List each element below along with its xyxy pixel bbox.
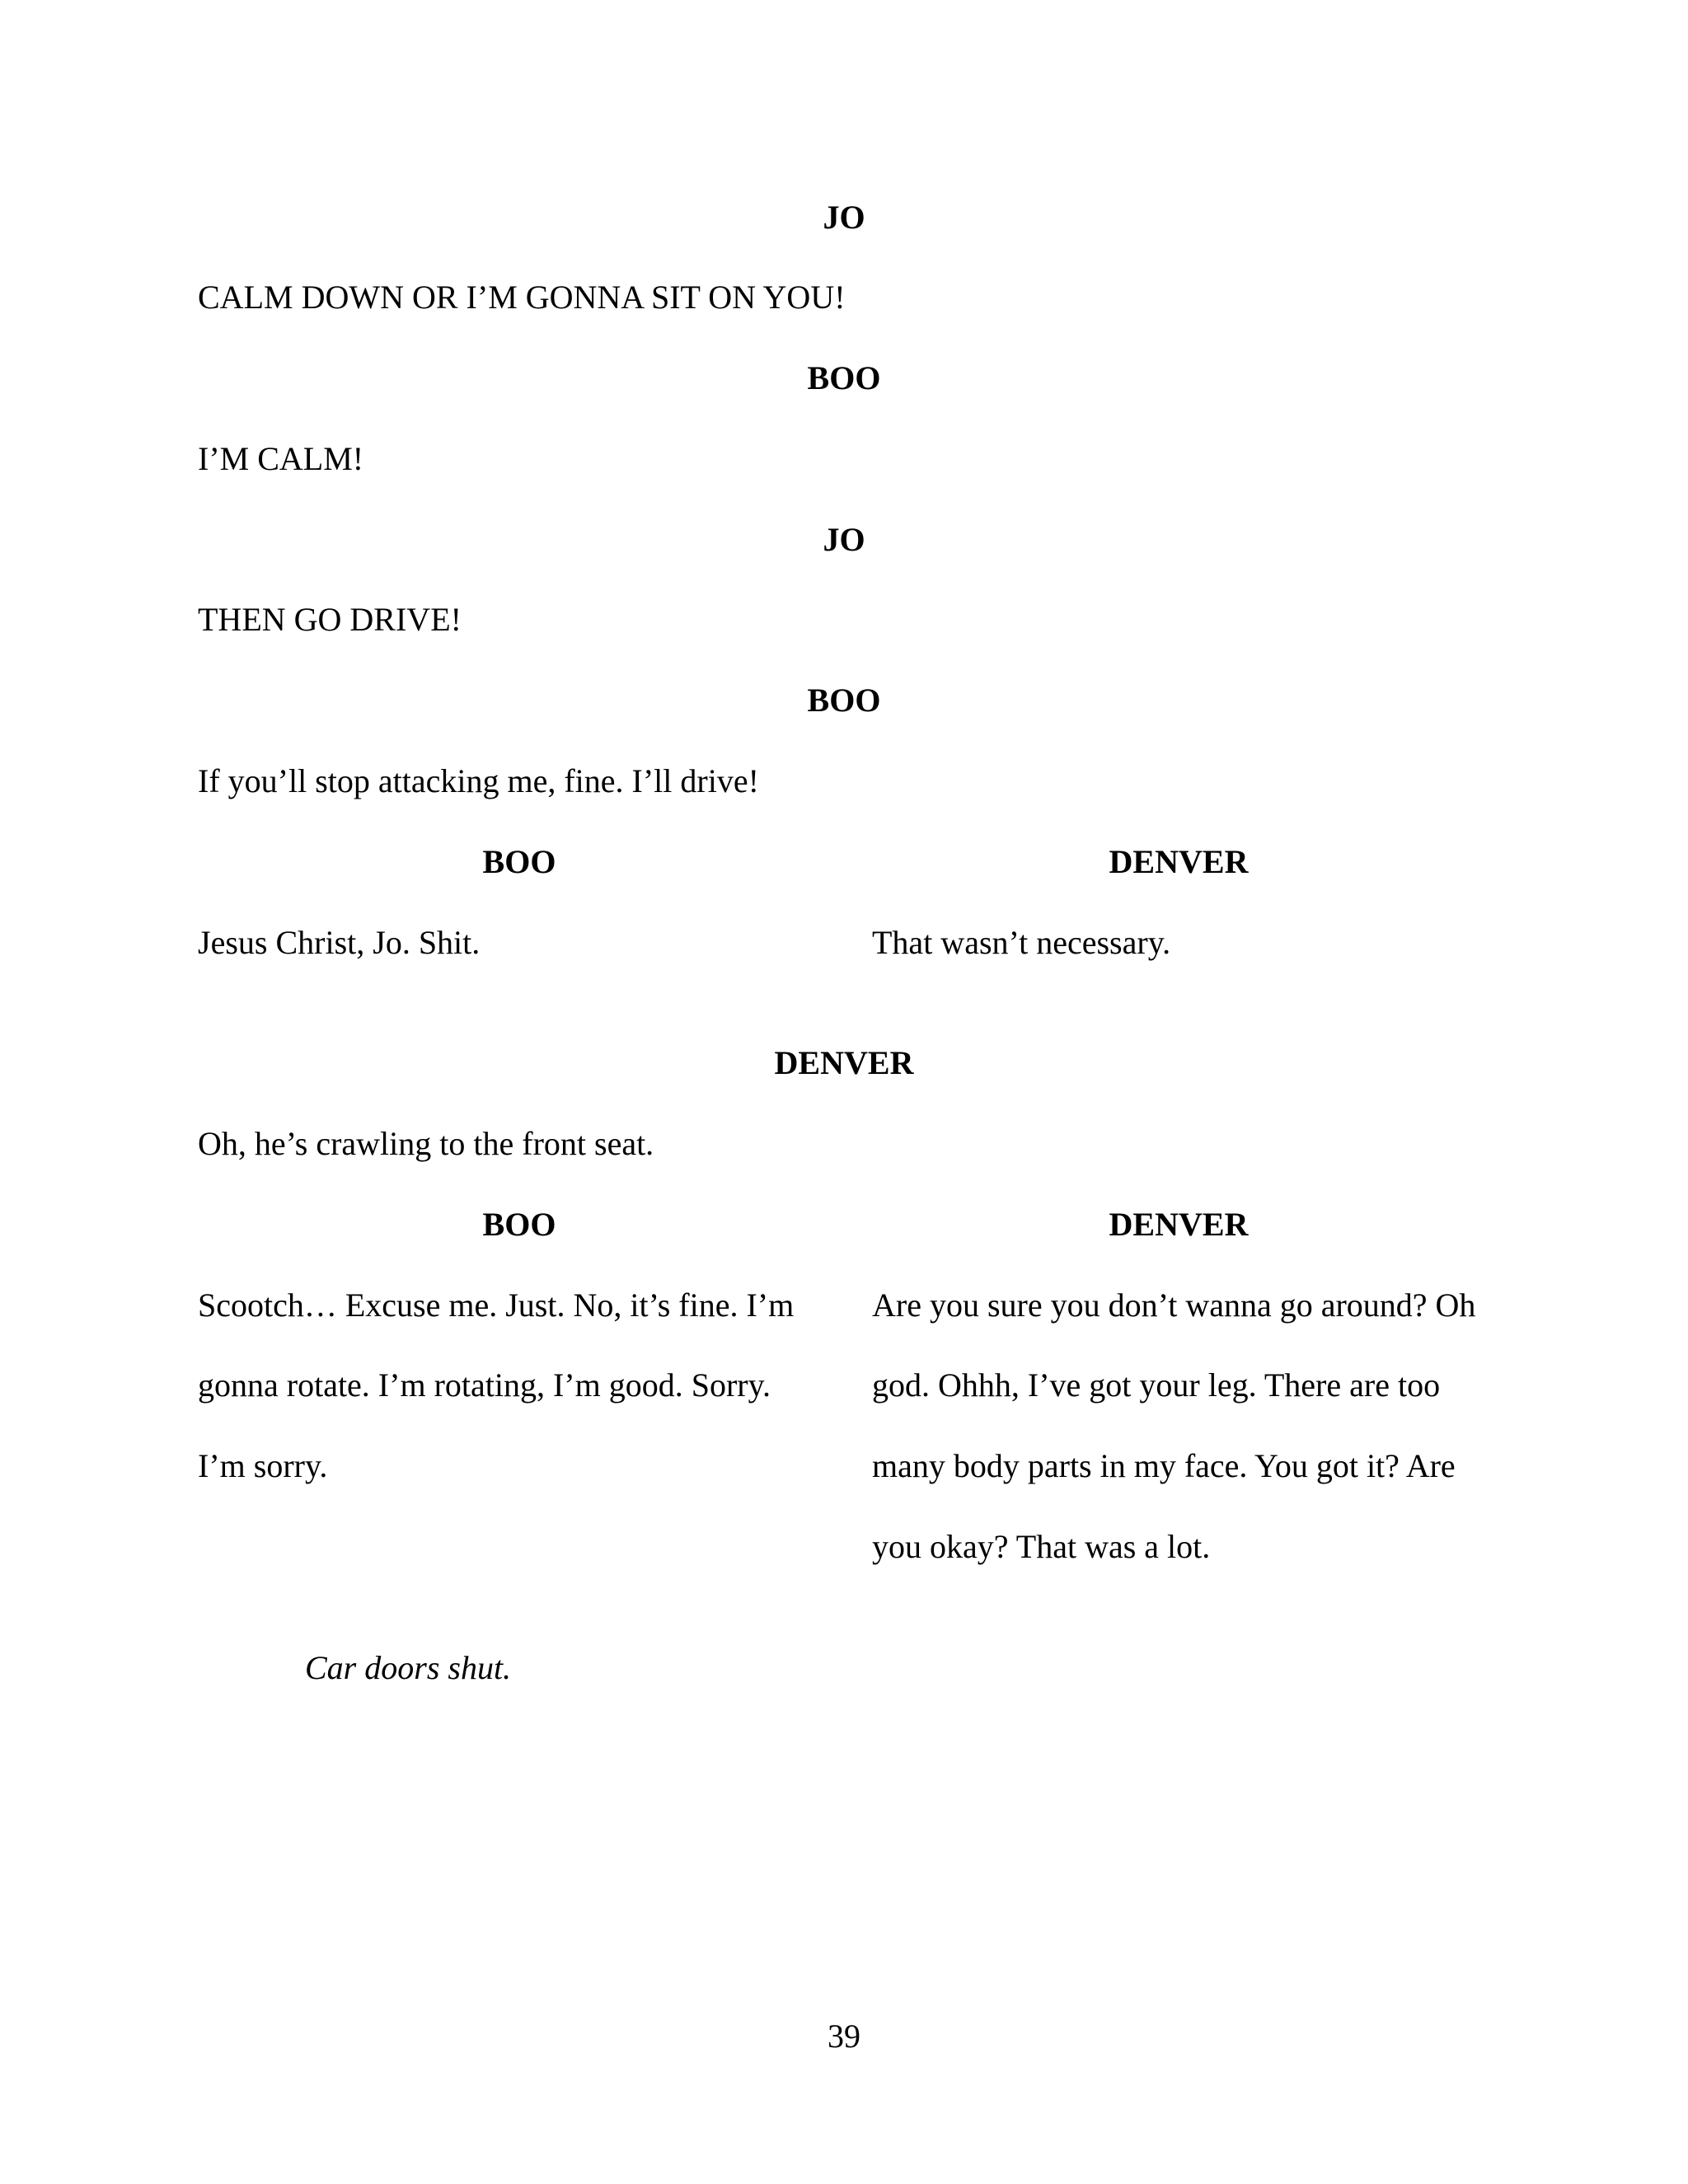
page-number: 39 bbox=[828, 2018, 860, 2055]
dual-left-speaker: BOO bbox=[482, 1206, 556, 1243]
dual-right-line: Are you sure you don’t wanna go around? Oh bbox=[872, 1286, 1476, 1324]
dual-right-line: That wasn’t necessary. bbox=[872, 924, 1171, 961]
speaker-name: BOO bbox=[807, 682, 881, 719]
dual-right-speaker: DENVER bbox=[1109, 843, 1249, 880]
dialogue-line: THEN GO DRIVE! bbox=[198, 601, 462, 638]
dual-left-line: gonna rotate. I’m rotating, I’m good. Sorry. bbox=[198, 1366, 771, 1404]
dialogue-line: I’M CALM! bbox=[198, 440, 364, 477]
dual-right-line: you okay? That was a lot. bbox=[872, 1528, 1211, 1565]
dual-right-line: many body parts in my face. You got it? Are bbox=[872, 1447, 1456, 1484]
dialogue-line: If you’ll stop attacking me, fine. I’ll drive! bbox=[198, 762, 759, 799]
speaker-name: JO bbox=[823, 199, 865, 236]
dual-left-line: I’m sorry. bbox=[198, 1447, 328, 1484]
speaker-name: JO bbox=[823, 521, 865, 558]
speaker-name: BOO bbox=[807, 359, 881, 396]
dual-left-speaker: BOO bbox=[482, 843, 556, 880]
dual-right-speaker: DENVER bbox=[1109, 1206, 1249, 1243]
dual-left-line: Jesus Christ, Jo. Shit. bbox=[198, 924, 481, 961]
dual-right-line: god. Ohhh, I’ve got your leg. There are too bbox=[872, 1366, 1441, 1404]
stage-direction: Car doors shut. bbox=[305, 1649, 512, 1686]
speaker-name: DENVER bbox=[774, 1044, 914, 1081]
dual-left-line: Scootch… Excuse me. Just. No, it’s fine. I’m bbox=[198, 1286, 795, 1324]
dialogue-line: Oh, he’s crawling to the front seat. bbox=[198, 1125, 654, 1162]
dialogue-line: CALM DOWN OR I’M GONNA SIT ON YOU! bbox=[198, 279, 846, 316]
